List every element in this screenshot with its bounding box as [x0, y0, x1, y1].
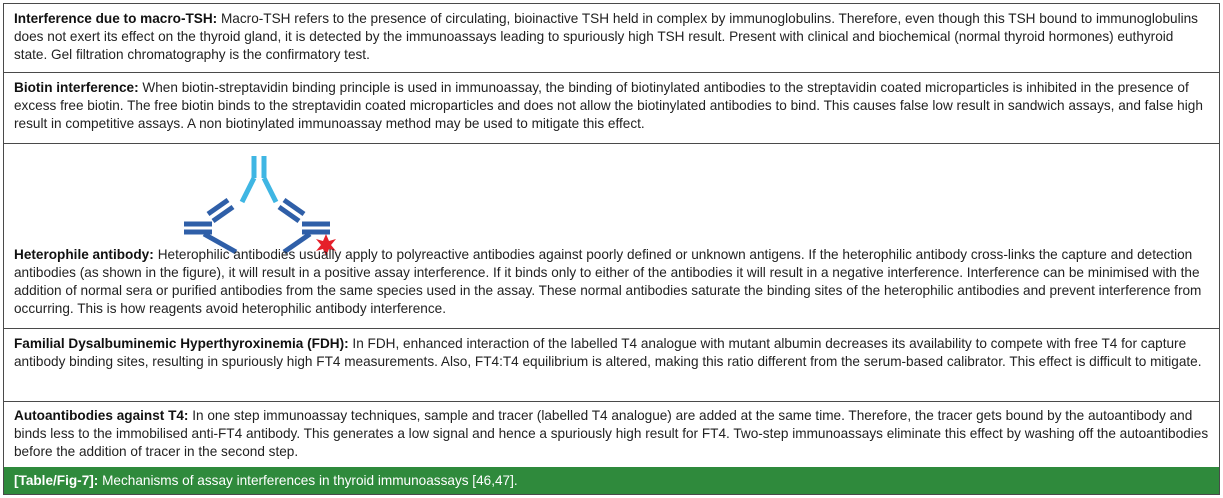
row-body [14, 246, 1209, 318]
row-title: Heterophile antibody: [14, 247, 154, 262]
table-caption [4, 467, 1219, 494]
table-row-fdh [4, 328, 1219, 401]
row-text: In FDH, enhanced interaction of the labelled T4 analogue with mutant albumin decreases its availability to compete with free T4 for capture antibody binding sites, resulting in spuriously high FT4 measurements. Also, FT4:T4 equilibrium is altered, making this ratio different from the serum-based calibrator. This effect is difficult to mitigate. [14, 336, 1202, 369]
row-title: Biotin interference: [14, 80, 139, 95]
caption-label: [Table/Fig-7]: [14, 473, 99, 488]
table-row-macro-tsh [4, 4, 1219, 72]
caption-text: Mechanisms of assay interferences in thyroid immunoassays [46,47]. [98, 473, 518, 488]
row-title: Interference due to macro-TSH: [14, 11, 218, 26]
row-text: When biotin-streptavidin binding principle is used in immunoassay, the binding of biotinylated antibodies to the streptavidin coated microparticles is inhibited in the presence of excess free biotin. The free biotin binds to the streptavidin coated microparticles and does not allow the biotinylated antibodies to bind. This causes false low result in sandwich assays, and false high result in competitive assays. A non biotinylated immunoassay method may be used to mitigate this effect. [14, 80, 1203, 131]
interference-table [3, 3, 1220, 495]
capture-antibody-icon [184, 200, 236, 252]
row-text: Heterophilic antibodies usually apply to polyreactive antibodies against poorly defined or unknown antigens. If the heterophilic antibody cross-links the capture and detection antibodies (as shown in the figure), it will result in a positive assay interference. If it binds only to either of the antibodies it will result in a negative interference. Interference can be minimised with the addition of normal sera or purified antibodies from the same species used in the assay. These normal antibodies saturate the binding sites of the heterophilic antibodies and prevent interference from occurring. This is how reagents avoid heterophilic antibody interference. [14, 247, 1202, 316]
table-row-heterophile [4, 143, 1219, 328]
table-row-biotin [4, 72, 1219, 143]
row-title: Autoantibodies against T4: [14, 408, 189, 423]
row-text: Macro-TSH refers to the presence of circulating, bioinactive TSH held in complex by immunoglobulins. Therefore, even though this TSH bound to immunoglobulins does not exert its effect on the thyroid gland, it is detected by the immunoassays leading to spuriously high TSH result. Present with clinical and biochemical (normal thyroid hormones) euthyroid state. Gel filtration chromatography is the confirmatory test. [14, 11, 1198, 62]
heterophile-antibody-icon [242, 156, 276, 202]
row-text: In one step immunoassay techniques, sample and tracer (labelled T4 analogue) are added at the same time. Therefore, the tracer gets bound by the autoantibody and binds less to the immobilised anti-FT4 antibody. This generates a low signal and hence a spuriously high result for FT4. Two-step immunoassays eliminate this effect by washing off the autoantibodies before the addition of tracer in the second step. [14, 408, 1209, 459]
row-title: Familial Dysalbuminemic Hyperthyroxinemia (FDH): [14, 336, 349, 351]
table-row-autoantibodies [4, 401, 1219, 467]
